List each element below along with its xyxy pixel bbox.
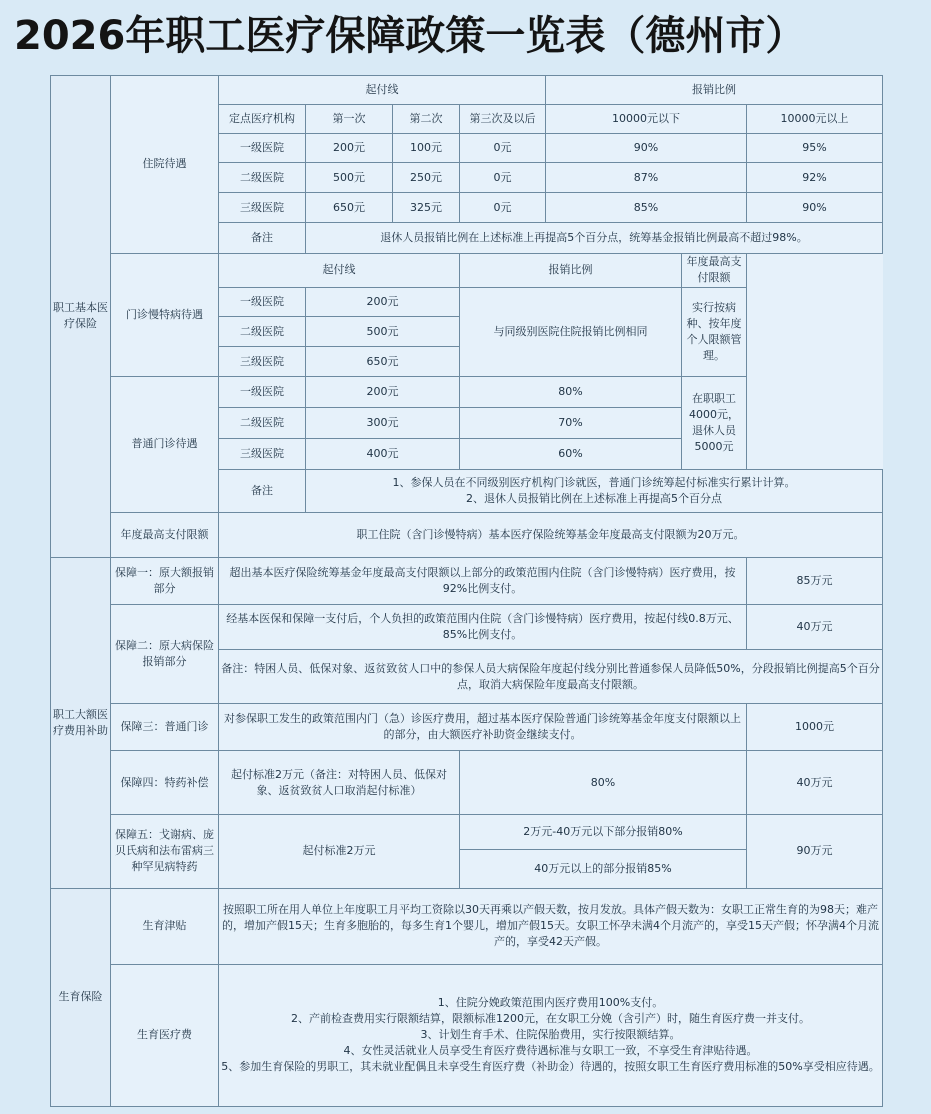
g1-amount: 85万元 [747, 557, 883, 604]
table-cell: 二级医院 [219, 163, 306, 193]
table-cell: 87% [546, 163, 747, 193]
medical-item: 3、计划生育手术、住院保胎费用，实行按限额结算。 [420, 1028, 681, 1042]
table-cell: 200元 [306, 133, 393, 163]
g2-amount: 40万元 [747, 605, 883, 650]
inpatient-note: 退休人员报销比例在上述标准上再提高5个百分点，统筹基金报销比例最高不超过98%。 [306, 222, 883, 253]
note-line: 1、参保人员在不同级别医疗机构门诊就医，普通门诊统筹起付标准实行累计计算。 [392, 475, 796, 489]
chronic-ratio-header: 报销比例 [460, 253, 682, 287]
table-cell: 90% [747, 193, 883, 223]
g5-threshold: 起付标准2万元 [219, 814, 460, 888]
g4-text: 起付标准2万元（备注：对特困人员、低保对象、返贫致贫人口取消起付标准） [219, 751, 460, 815]
table-cell: 650元 [306, 193, 393, 223]
outpatient-notes [306, 469, 883, 512]
medical-item: 5、参加生育保险的男职工，其未就业配偶且未享受生育医疗费（补助金）待遇的，按照女职工生育医疗费用标准的50%享受相应待遇。 [221, 1060, 880, 1074]
inpatient-label: 住院待遇 [111, 76, 219, 254]
policy-table [50, 75, 883, 1107]
table-cell: 95% [747, 133, 883, 163]
col-header: 第一次 [306, 104, 393, 133]
table-cell: 200元 [306, 287, 460, 317]
table-cell: 二级医院 [219, 407, 306, 438]
chronic-label: 门诊慢特病待遇 [111, 253, 219, 376]
table-cell: 100元 [393, 133, 460, 163]
g3-text: 对参保职工发生的政策范围内门（急）诊医疗费用，超过基本医疗保险普通门诊统筹基金年度支付限额以上的部分，由大额医疗补助资金继续支付。 [219, 703, 747, 750]
page-title: 2026年职工医疗保障政策一览表（德州市） [14, 13, 806, 59]
medical-item: 2、产前检查费用实行限额结算，限额标准1200元，在女职工分娩（含引产）时，随生育医疗费一并支付。 [291, 1012, 810, 1026]
table-cell: 三级医院 [219, 438, 306, 469]
medical-label: 生育医疗费 [111, 964, 219, 1106]
table-cell: 300元 [306, 407, 460, 438]
g5-amount: 90万元 [747, 814, 883, 888]
annual-label: 年度最高支付限额 [111, 512, 219, 557]
table-cell: 500元 [306, 317, 460, 347]
table-cell: 500元 [306, 163, 393, 193]
allowance-label: 生育津贴 [111, 888, 219, 964]
g5-label: 保障五：戈谢病、庞贝氏病和法布雷病三种罕见病特药 [111, 814, 219, 888]
note-line: 2、退休人员报销比例在上述标准上再提高5个百分点 [466, 491, 722, 505]
table-cell: 650元 [306, 347, 460, 377]
chronic-limit-header: 年度最高支付限额 [682, 253, 747, 287]
inpatient-threshold-header: 起付线 [219, 76, 546, 105]
table-cell: 85% [546, 193, 747, 223]
g3-amount: 1000元 [747, 703, 883, 750]
g4-ratio: 80% [460, 751, 747, 815]
inpatient-ratio-header: 报销比例 [546, 76, 883, 105]
category-basic-insurance: 职工基本医疗保险 [51, 76, 111, 558]
col-header: 10000元以上 [747, 104, 883, 133]
table-cell: 70% [460, 407, 682, 438]
outpatient-limit: 在职职工4000元，退休人员5000元 [682, 377, 747, 469]
g5-ratio-2: 40万元以上的部分报销85% [460, 849, 747, 888]
medical-items [219, 964, 883, 1106]
table-cell: 0元 [460, 163, 546, 193]
allowance-text: 按照职工所在用人单位上年度职工月平均工资除以30天再乘以产假天数，按月发放。具体产假天数为：女职工正常生育的为98天；难产的，增加产假15天；生育多胞胎的，每多生育1个婴儿，增加产假15天。女职工怀孕未满4个月流产的，享受15天产假；怀孕满4个月流产的，享受42天产假。 [219, 888, 883, 964]
g2-label: 保障二：原大病保险报销部分 [111, 605, 219, 704]
g2-text: 经基本医保和保障一支付后，个人负担的政策范围内住院（含门诊慢特病）医疗费用，按起付线0.8万元、85%比例支付。 [219, 605, 747, 650]
g2-note: 备注：特困人员、低保对象、返贫致贫人口中的参保人员大病保险年度起付线分别比普通参保人员降低50%，分段报销比例提高5个百分点，取消大病保险年度最高支付限额。 [219, 650, 883, 703]
table-cell: 90% [546, 133, 747, 163]
chronic-threshold-header: 起付线 [219, 253, 460, 287]
category-large-subsidy: 职工大额医疗费用补助 [51, 557, 111, 888]
g1-label: 保障一：原大额报销部分 [111, 557, 219, 604]
g3-label: 保障三：普通门诊 [111, 703, 219, 750]
note-label: 备注 [219, 469, 306, 512]
table-cell: 60% [460, 438, 682, 469]
g1-text: 超出基本医疗保险统筹基金年度最高支付限额以上部分的政策范围内住院（含门诊慢特病）医疗费用，按92%比例支付。 [219, 557, 747, 604]
table-cell: 92% [747, 163, 883, 193]
table-cell: 0元 [460, 133, 546, 163]
table-cell: 400元 [306, 438, 460, 469]
table-cell: 325元 [393, 193, 460, 223]
table-cell: 0元 [460, 193, 546, 223]
table-cell: 80% [460, 377, 682, 408]
table-cell: 三级医院 [219, 193, 306, 223]
note-label: 备注 [219, 222, 306, 253]
table-cell: 250元 [393, 163, 460, 193]
col-header: 第二次 [393, 104, 460, 133]
table-cell: 200元 [306, 377, 460, 408]
col-header: 第三次及以后 [460, 104, 546, 133]
table-cell: 三级医院 [219, 347, 306, 377]
col-header: 10000元以下 [546, 104, 747, 133]
chronic-limit: 实行按病种、按年度个人限额管理。 [682, 287, 747, 376]
medical-item: 1、住院分娩政策范围内医疗费用100%支付。 [437, 996, 664, 1010]
chronic-ratio: 与同级别医院住院报销比例相同 [460, 287, 682, 376]
medical-item: 4、女性灵活就业人员享受生育医疗费待遇标准与女职工一致，不享受生育津贴待遇。 [343, 1044, 758, 1058]
g5-ratio-1: 2万元-40万元以下部分报销80% [460, 814, 747, 849]
table-cell: 一级医院 [219, 377, 306, 408]
g4-label: 保障四：特药补偿 [111, 751, 219, 815]
col-header: 定点医疗机构 [219, 104, 306, 133]
annual-text: 职工住院（含门诊慢特病）基本医疗保险统筹基金年度最高支付限额为20万元。 [219, 512, 883, 557]
outpatient-label: 普通门诊待遇 [111, 377, 219, 513]
table-cell: 一级医院 [219, 133, 306, 163]
category-maternity: 生育保险 [51, 888, 111, 1106]
table-cell: 一级医院 [219, 287, 306, 317]
table-cell: 二级医院 [219, 317, 306, 347]
g4-amount: 40万元 [747, 751, 883, 815]
